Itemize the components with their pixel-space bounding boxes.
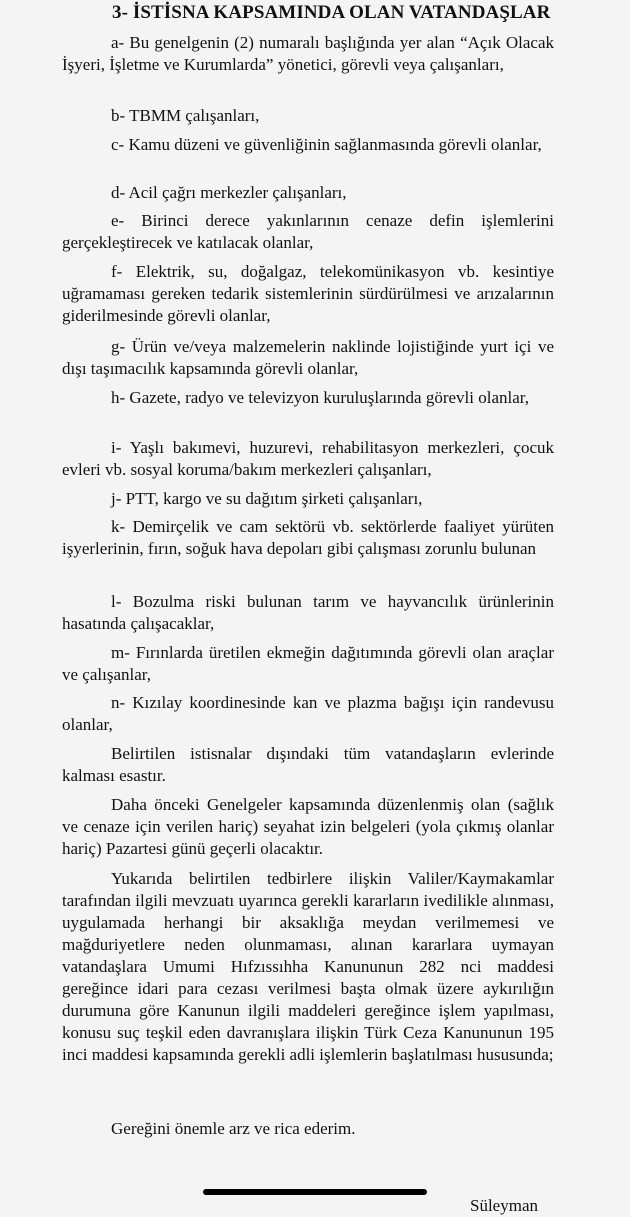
list-item-b: b- TBMM çalışanları, [111,106,260,125]
closing-line: Gereğini önemle arz ve rica ederim. [111,1119,356,1138]
list-item-h: h- Gazete, radyo ve televizyon kuruluşlarında görevli olanlar, [111,388,530,407]
list-item-m: m- Fırınlarda üretilen ekmeğin dağıtımında görevli olan araçlar ve çalışanlar, [62,643,554,684]
list-item-i: i- Yaşlı bakımevi, huzurevi, rehabilitasyon merkezleri, çocuk evleri vb. sosyal koruma/bakım merkezleri çalışanları, [62,438,554,479]
section-heading: 3- İSTİSNA KAPSAMINDA OLAN VATANDAŞLAR [112,2,551,23]
signature-name: Süleyman [470,1196,538,1215]
list-item-d: d- Acil çağrı merkezler çalışanları, [111,183,347,202]
list-item-l: l- Bozulma riski bulunan tarım ve hayvancılık ürünlerinin hasatında çalışacaklar, [62,592,554,633]
list-item-c: c- Kamu düzeni ve güvenliğinin sağlanmasında görevli olanlar, [111,135,542,154]
paragraph-measures: Yukarıda belirtilen tedbirlere ilişkin Valiler/Kaymakamlar tarafından ilgili mevzuatı uyarınca gerekli kararların ivedilikle alınması, uygulamada herhangi bir aksaklığa meydan verilmemesi ve mağduriyetlere neden olunmaması, alınan kararlara uymayan vatandaşlara Umumi Hıfzıssıhha Kanununun 282 nci maddesi gereğince idari para cezası verilmesi başta olmak üzere aykırılığın durumuna göre Kanunun ilgili maddeleri gereğince işlem yapılması, konusu suç teşkil eden davranışlara ilişkin Türk Ceza Kanununun 195 inci maddesi kapsamında gerekli adli işlemlerin başlatılması hususunda; [62,869,554,1064]
list-item-k: k- Demirçelik ve cam sektörü vb. sektörlerde faaliyet yürüten işyerlerinin, fırın, soğuk hava depoları gibi çalışması zorunlu bulunan [62,517,554,558]
list-item-f: f- Elektrik, su, doğalgaz, telekomünikasyon vb. kesintiye uğramaması gereken tedarik sistemlerinin sürdürülmesi ve arızalarının giderilmesinde görevli olanlar, [62,262,554,325]
home-indicator-bar[interactable] [203,1189,427,1195]
paragraph-stay-home: Belirtilen istisnalar dışındaki tüm vatandaşların evlerinde kalması esastır. [62,744,554,785]
list-item-a: a- Bu genelgenin (2) numaralı başlığında yer alan “Açık Olacak İşyeri, İşletme ve Kurumlarda” yönetici, görevli veya çalışanları, [62,33,554,74]
list-item-j: j- PTT, kargo ve su dağıtım şirketi çalışanları, [111,489,423,508]
paragraph-travel-permits: Daha önceki Genelgeler kapsamında düzenlenmiş olan (sağlık ve cenaze için verilen hariç) seyahat izin belgeleri (yola çıkmış olanlar hariç) Pazartesi günü geçerli olacaktır. [62,795,554,858]
list-item-g: g- Ürün ve/veya malzemelerin naklinde lojistiğinde yurt içi ve dışı taşımacılık kapsamında görevli olanlar, [62,337,554,378]
list-item-n: n- Kızılay koordinesinde kan ve plazma bağışı için randevusu olanlar, [62,693,554,734]
list-item-e: e- Birinci derece yakınlarının cenaze defin işlemlerini gerçekleştirecek ve katılacak olanlar, [62,211,554,252]
